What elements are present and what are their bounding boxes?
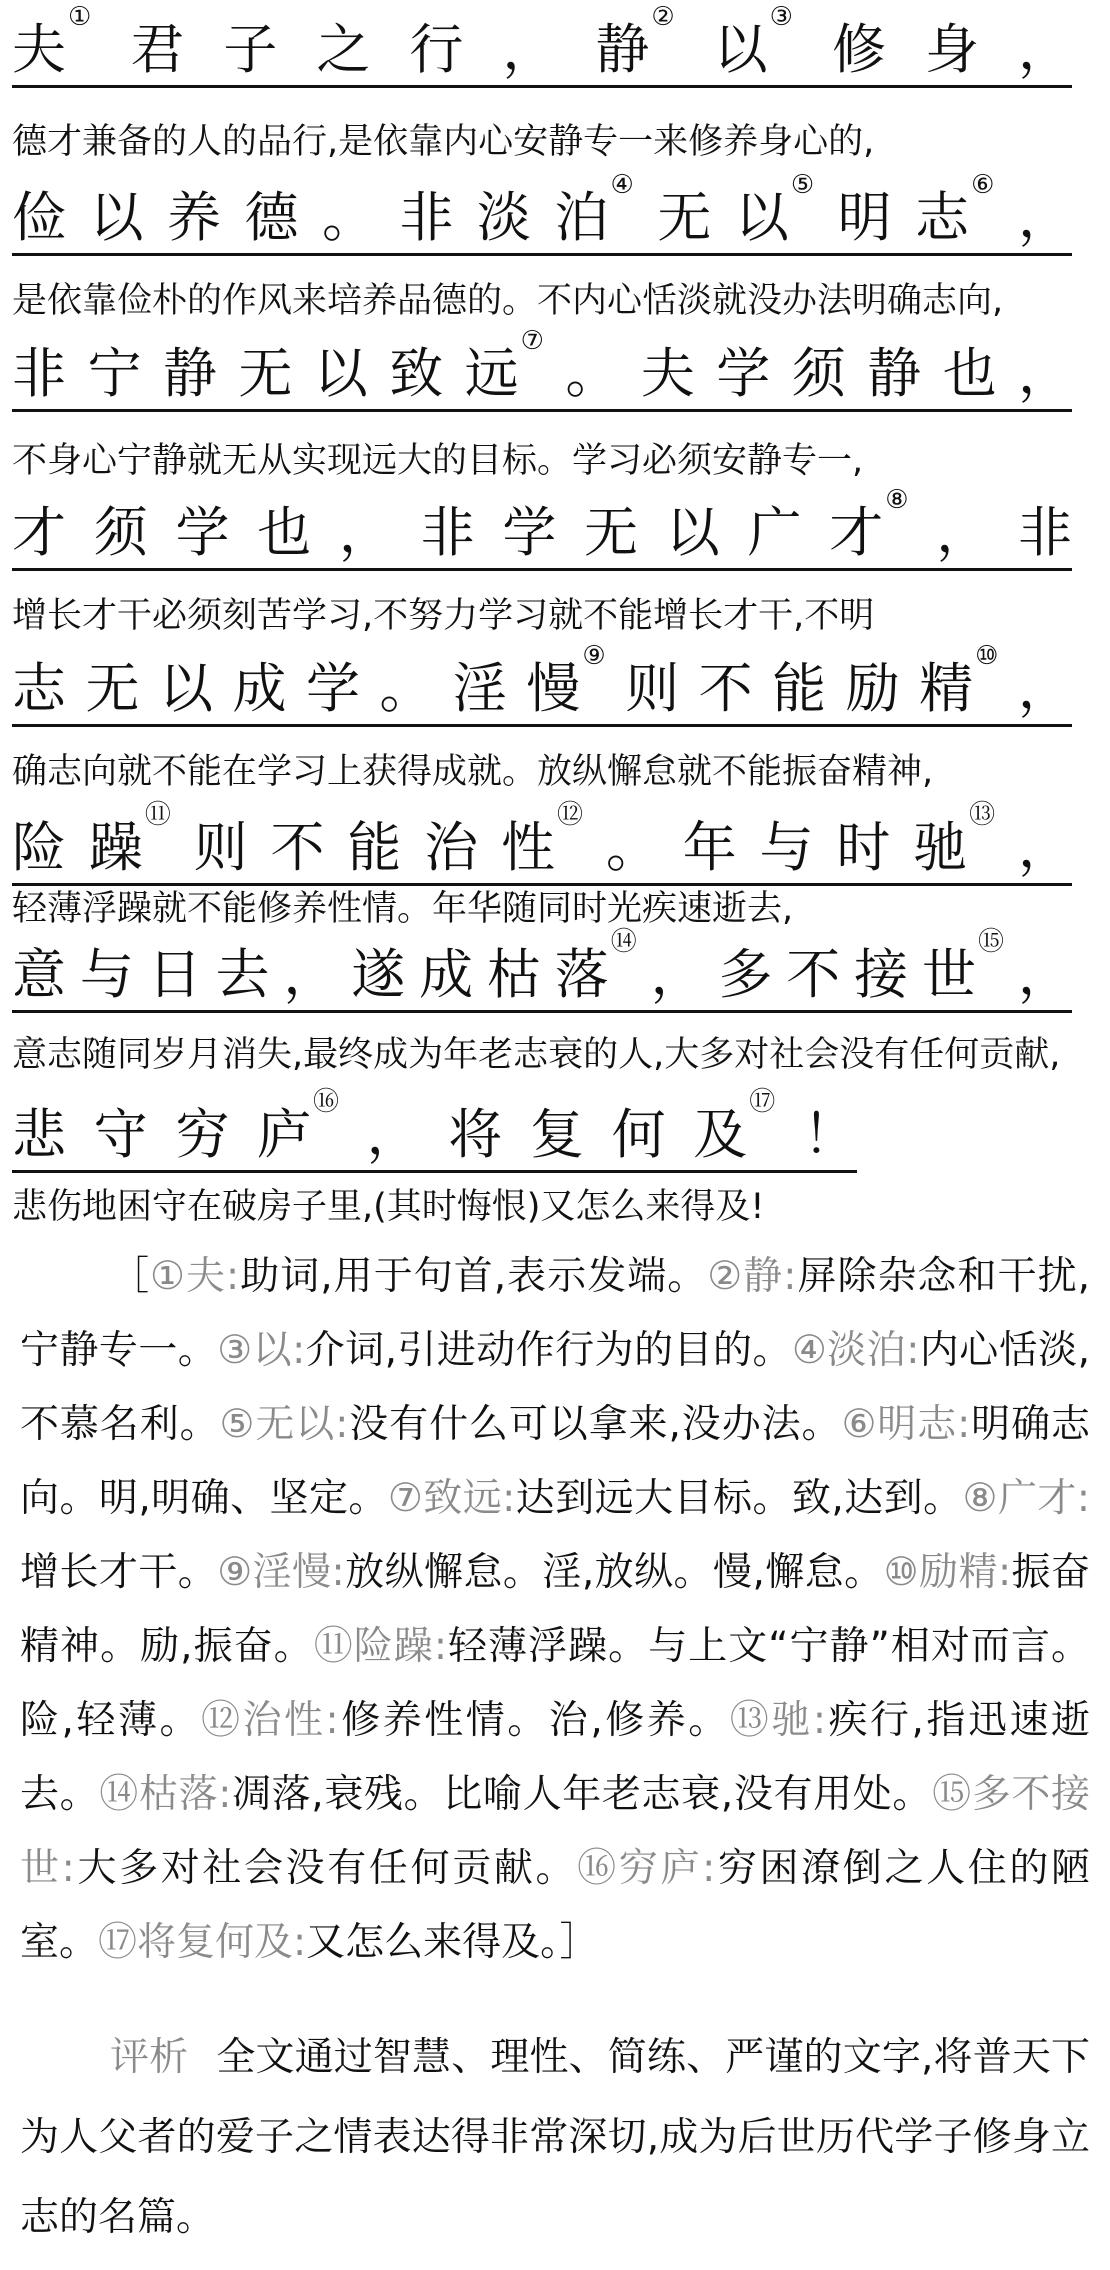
original-char: 学 [305,657,360,720]
note-term: ⑯穷庐: [577,1846,716,1891]
original-char: ， [1018,342,1072,405]
original-char: 能 [772,657,827,720]
original-char: 泊④ [554,170,634,249]
original-char: 须 [791,342,846,405]
note-definition: 修养性情。治,修养。 [338,1698,730,1743]
original-char: 则 [193,816,248,879]
original-char: 子 [223,18,278,81]
original-char: 须 [93,501,148,564]
original-char: 。 [565,342,620,405]
original-char: 学 [502,501,557,564]
original-char: 多 [718,943,773,1006]
original-char: 养 [167,186,221,249]
note-definition: 放纵懈怠。淫,放纵。慢,懈怠。 [344,1550,884,1595]
original-char: ， [502,18,557,81]
original-char: 以⑤ [734,170,815,249]
original-char: 穷 [175,1103,230,1166]
original-text-line [12,324,1072,412]
footnote-marker: ⑯ [312,1087,339,1117]
original-char: ！ [802,1103,857,1166]
original-char: 性⑫ [500,800,583,879]
original-char: 无 [657,186,712,249]
original-char: 无 [85,657,140,720]
original-char: 及⑰ [693,1087,776,1166]
note-definition: 助词,用于句首,表示发端。 [239,1254,708,1299]
note-definition: 内心恬淡,不慕名利。 [20,1328,1090,1447]
original-char: 落⑭ [554,927,637,1006]
footnote-marker: ⑫ [556,800,583,830]
footnote-marker: ④ [610,170,634,200]
original-char: 。 [605,816,660,879]
original-text-line [12,0,1072,88]
note-term: ⑭枯落: [99,1772,232,1817]
original-char: 淡 [477,186,531,249]
original-char: 以 [158,657,213,720]
note-term: ②静: [707,1254,797,1299]
original-char: 能 [347,816,402,879]
original-char: 无 [584,501,639,564]
translation-line: 不身心宁静就无从实现远大的目标。学习必须安静专一, [12,441,864,481]
footnote-marker: ⑥ [971,170,995,200]
original-char: 不 [698,657,753,720]
note-term: ⑬驰: [729,1698,826,1743]
original-char: 复 [529,1103,584,1166]
original-char: 驰⑬ [913,800,996,879]
footnote-marker: ⑦ [520,326,544,356]
original-char: 非 [12,342,66,405]
footnote-marker: ① [68,2,92,32]
original-char: 庐⑯ [256,1087,339,1166]
footnote-marker: ③ [769,2,793,32]
note-term: ④淡泊: [791,1328,920,1373]
original-char: 与 [79,943,134,1006]
original-char: 枯 [486,943,541,1006]
note-definition: 凋落,衰残。比喻人年老志衰,没有用处。 [231,1772,933,1817]
original-char: 以 [89,186,144,249]
translation-line: 确志向就不能在学习上获得成就。放纵懈怠就不能振奋精神, [12,752,934,792]
original-char: 志⑥ [915,170,995,249]
original-char: ， [650,943,705,1006]
original-char: 学 [175,501,230,564]
note-definition: 增长才干。 [20,1550,218,1595]
original-char: 精⑩ [919,641,999,720]
original-char: 广 [747,501,802,564]
original-char: 则 [625,657,680,720]
footnote-marker: ② [651,2,675,32]
original-text-line [12,925,1072,1013]
original-char: 淫 [452,657,507,720]
original-char: 非 [1017,501,1072,564]
original-char: 才⑧ [829,485,909,564]
original-char: 励 [845,657,900,720]
original-char: 远⑦ [464,326,544,405]
original-text-line [12,168,1072,256]
original-char: ， [1017,816,1072,879]
original-text-line [12,1085,857,1173]
original-char: 成 [232,657,287,720]
original-char: 世⑮ [921,927,1004,1006]
note-definition: 穷困潦倒之人住的陋室。 [20,1846,1091,1965]
note-term: ⑨淫慢: [217,1550,345,1595]
original-char: 年 [682,816,737,879]
original-char: ， [1017,657,1072,720]
note-term: ①夫: [150,1254,240,1299]
note-definition: 轻薄浮躁。与上文“宁静”相对而言。险,轻薄。 [20,1624,1091,1743]
original-char: ， [936,501,991,564]
original-char: 行 [409,18,464,81]
original-char: ， [366,1103,421,1166]
original-char: 之 [316,18,371,81]
note-term: ⑪险躁: [313,1624,447,1669]
original-char: 日 [147,943,202,1006]
original-char: 静② [595,2,675,81]
original-char: 以 [665,501,720,564]
original-char: 接 [854,943,909,1006]
original-char: 不 [270,816,325,879]
original-char: 明 [837,186,892,249]
original-char: 以 [313,342,368,405]
original-char: 守 [93,1103,148,1166]
note-definition: 没有什么可以拿来,没办法。 [348,1402,842,1447]
footnote-marker: ⑪ [144,800,171,830]
original-char: 也 [257,501,312,564]
footnote-marker: ⑧ [885,485,909,515]
note-term: ③以: [217,1328,306,1373]
notes-open-bracket: ［ [110,1254,151,1299]
original-char: 无 [238,342,293,405]
original-char: 悲 [12,1103,66,1166]
analysis-label: 评析 [110,2035,189,2080]
original-char: 宁 [87,342,142,405]
original-char: ， [283,943,338,1006]
note-term: ⑥明志: [841,1402,971,1447]
original-char: ， [1017,186,1072,249]
translation-line: 意志随同岁月消失,最终成为年老志衰的人,大多对社会没有任何贡献, [12,1035,1061,1075]
original-char: ， [1017,943,1072,1006]
notes-close-bracket: ］ [559,1920,599,1965]
note-term: ⑦致远: [387,1476,516,1521]
original-char: 治 [424,816,479,879]
note-definition: 疾行,指迅速逝去。 [20,1698,1091,1817]
original-char: 非 [420,501,475,564]
annotation-notes [20,1240,1090,1980]
note-definition: 振奋精神。励,振奋。 [20,1550,1090,1669]
original-text-line [12,483,1072,571]
note-term: ⑤无以: [219,1402,349,1447]
note-definition: 大多对社会没有任何贡献。 [74,1846,578,1891]
original-char: 时 [836,816,891,879]
original-char: 不 [786,943,841,1006]
note-definition: 屏除杂念和干扰,宁静专一。 [20,1254,1091,1373]
footnote-marker: ⑤ [790,170,815,200]
original-text-line [12,639,1072,727]
original-char: 夫 [640,342,695,405]
original-text-line [12,798,1072,886]
original-char: 险 [12,816,66,879]
translation-line: 悲伤地困守在破房子里,(其时悔恨)又怎么来得及! [12,1187,765,1227]
original-char: 君 [130,18,185,81]
note-definition: 明确志向。明,明确、坚定。 [20,1402,1090,1521]
original-char: 静 [162,342,217,405]
translation-line: 德才兼备的人的品行,是依靠内心安静专一来修养身心的, [12,122,875,162]
original-char: 志 [12,657,66,720]
original-char: 修 [831,18,886,81]
original-char: ， [338,501,393,564]
original-char: 致 [389,342,444,405]
footnote-marker: ⑭ [610,927,637,957]
original-char: 静 [867,342,922,405]
analysis-paragraph [20,2018,1090,2258]
note-term: ⑮多不接世: [20,1772,1090,1891]
translation-line: 轻薄浮躁就不能修养性情。年华随同时光疾速逝去, [12,889,794,929]
footnote-marker: ⑮ [977,927,1004,957]
original-char: 何 [611,1103,666,1166]
note-definition: 介词,引进动作行为的目的。 [305,1328,792,1373]
note-definition: 达到远大目标。致,达到。 [515,1476,963,1521]
original-char: 以③ [713,2,793,81]
original-char: 与 [759,816,814,879]
original-char: 德 [244,186,299,249]
translation-line: 是依靠俭朴的作风来培养品德的。不内心恬淡就没办法明确志向, [12,281,1004,321]
original-char: 夫① [12,2,92,81]
note-term: ⑫治性: [201,1698,339,1743]
footnote-marker: ⑬ [969,800,996,830]
original-char: 慢⑨ [526,641,606,720]
original-char: 遂 [351,943,406,1006]
note-term: ⑩励精: [883,1550,1012,1595]
original-char: 躁⑪ [88,800,171,879]
footnote-marker: ⑩ [975,641,999,671]
original-char: 成 [419,943,474,1006]
original-char: 。 [322,186,376,249]
original-char: 身 [924,18,979,81]
original-char: ， [1017,18,1072,81]
note-term: ⑰将复何及: [98,1920,307,1965]
original-char: 也 [942,342,997,405]
footnote-marker: ⑰ [749,1087,776,1117]
original-char: 去 [215,943,270,1006]
original-char: 才 [12,501,66,564]
original-char: 非 [399,186,454,249]
original-char: 意 [12,943,66,1006]
original-char: 将 [448,1103,503,1166]
original-char: 。 [379,657,434,720]
note-definition: 又怎么来得及。 [306,1920,560,1965]
translation-line: 增长才干必须刻苦学习,不努力学习就不能增长才干,不明 [12,596,875,636]
analysis-text: 全文通过智慧、理性、简练、严谨的文字,将普天下为人父者的爱子之情表达得非常深切,成为后世历代学子修身立志的名篇。 [20,2035,1090,2240]
original-char: 学 [716,342,771,405]
footnote-marker: ⑨ [582,641,606,671]
original-char: 俭 [12,186,66,249]
note-term: ⑧广才: [962,1476,1090,1521]
